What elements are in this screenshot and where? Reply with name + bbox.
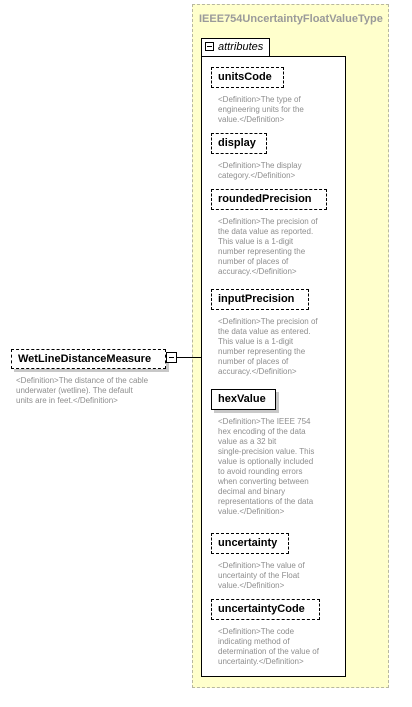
- element-name: WetLineDistanceMeasure: [18, 353, 152, 365]
- attribute-hex-value[interactable]: hexValue: [211, 389, 276, 410]
- collapse-minus-icon[interactable]: [205, 42, 214, 51]
- attribute-units-code[interactable]: unitsCode: [211, 67, 284, 88]
- attribute-display[interactable]: display: [211, 133, 267, 154]
- attribute-definition: <Definition>The precision of the data value as reported. This value is a 1-digit number representing the number of places of accuracy.</Definition>: [218, 217, 318, 276]
- attribute-rounded-precision[interactable]: roundedPrecision: [211, 189, 327, 210]
- attributes-group-tab[interactable]: [201, 38, 270, 57]
- attribute-definition: <Definition>The display category.</Definition>: [218, 161, 302, 180]
- collapse-minus-icon[interactable]: [166, 352, 177, 363]
- attribute-uncertainty[interactable]: uncertainty: [211, 533, 289, 554]
- attributes-group-label: attributes: [218, 41, 264, 53]
- connector-line: [177, 357, 201, 358]
- element-definition: <Definition>The distance of the cable underwater (wetline). The default units are in feet.</Definition>: [16, 376, 149, 405]
- attribute-definition: <Definition>The IEEE 754 hex encoding of the data value as a 32 bit single-precision value. This value is optionally included to avoid rounding errors when converting between decimal and binary representations of the data value.</Definition>: [218, 417, 315, 516]
- attribute-definition: <Definition>The code indicating method of determination of the value of uncertainty.</Definition>: [218, 627, 319, 666]
- attribute-definition: <Definition>The value of uncertainty of the Float value.</Definition>: [218, 561, 305, 590]
- attribute-definition: <Definition>The type of engineering units for the value.</Definition>: [218, 95, 304, 124]
- complex-type-title: IEEE754UncertaintyFloatValueType: [199, 13, 383, 25]
- element-box[interactable]: [11, 349, 166, 369]
- attribute-input-precision[interactable]: inputPrecision: [211, 289, 309, 310]
- attribute-uncertainty-code[interactable]: uncertaintyCode: [211, 599, 320, 620]
- attribute-definition: <Definition>The precision of the data value as entered. This value is a 1-digit number representing the number of places of accuracy.</Definition>: [218, 317, 318, 376]
